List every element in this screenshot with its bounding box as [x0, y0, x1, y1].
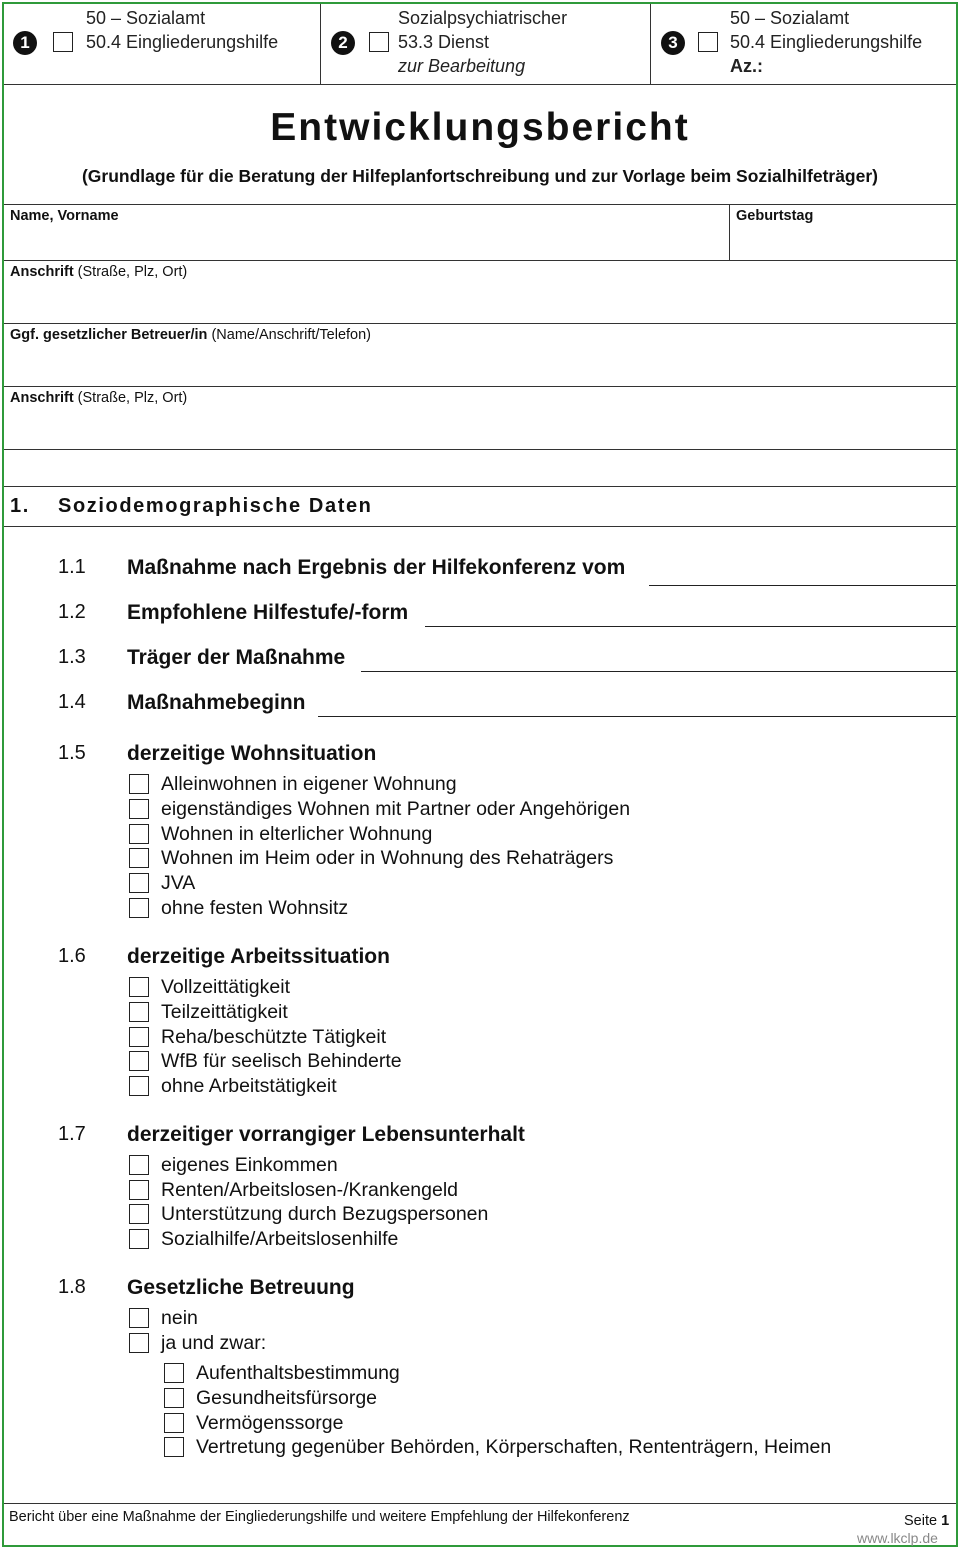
- checkbox-sozialamt-1[interactable]: [53, 32, 73, 52]
- item-label-arbeitssituation: derzeitige Arbeitssituation: [127, 945, 390, 968]
- checkbox-lebensunterhalt[interactable]: [129, 1180, 149, 1200]
- header-col2-line2: 53.3 Dienst: [398, 32, 490, 52]
- footer-divider: [4, 1503, 956, 1504]
- option-label: eigenes Einkommen: [161, 1154, 338, 1176]
- header-col3-line1: 50 – Sozialamt: [730, 8, 850, 28]
- item-number: 1.4: [58, 691, 86, 713]
- marker-3-icon: 3: [661, 31, 685, 55]
- checkbox-wohnsituation[interactable]: [129, 824, 149, 844]
- checkbox-wohnsituation[interactable]: [129, 898, 149, 918]
- item-number: 1.5: [58, 742, 86, 764]
- checkbox-sozialpsychiatrischer-dienst[interactable]: [369, 32, 389, 52]
- guardian-label-bold: Ggf. gesetzlicher Betreuer/in: [10, 327, 208, 343]
- checkbox-wohnsituation[interactable]: [129, 774, 149, 794]
- guardian-address-label-hint: (Straße, Plz, Ort): [73, 390, 188, 406]
- guardian-label-hint: (Name/Anschrift/Telefon): [207, 327, 372, 343]
- item-label-traeger: Träger der Maßnahme: [127, 646, 346, 669]
- guardian-address-label-bold: Anschrift: [10, 390, 74, 406]
- address-field-label: [10, 264, 187, 280]
- checkbox-betreuung-nein[interactable]: [129, 1308, 149, 1328]
- option-label: ja und zwar:: [161, 1332, 267, 1354]
- name-field-label: Name, Vorname: [10, 208, 119, 224]
- checkbox-wohnsituation[interactable]: [129, 799, 149, 819]
- section-number: 1.: [10, 495, 30, 517]
- checkbox-arbeitssituation[interactable]: [129, 1051, 149, 1071]
- birthday-field-label: Geburtstag: [736, 208, 814, 224]
- checkbox-betreuung-bereich[interactable]: [164, 1413, 184, 1433]
- address-label-hint: (Straße, Plz, Ort): [73, 264, 188, 280]
- header-az-label: Az.:: [730, 56, 763, 76]
- field-divider-vertical: [729, 204, 730, 260]
- hilfestufe-input[interactable]: [425, 626, 956, 627]
- header-col1-line1: 50 – Sozialamt: [86, 8, 206, 28]
- page-number: 1: [941, 1513, 950, 1529]
- option-label: Teilzeittätigkeit: [161, 1001, 288, 1023]
- marker-2-icon: 2: [331, 31, 355, 55]
- item-number: 1.6: [58, 945, 86, 967]
- page-indicator: [904, 1513, 949, 1529]
- field-divider: [4, 260, 956, 261]
- option-label: eigenständiges Wohnen mit Partner oder Angehörigen: [161, 798, 631, 820]
- footer-text: Bericht über eine Maßnahme der Eingliederungshilfe und weitere Empfehlung der Hilfekonferenz: [9, 1509, 630, 1525]
- checkbox-lebensunterhalt[interactable]: [129, 1155, 149, 1175]
- suboption-label: Vertretung gegenüber Behörden, Körperschaften, Rententrägern, Heimen: [196, 1436, 832, 1458]
- guardian-address-field-label: [10, 390, 187, 406]
- item-number: 1.1: [58, 556, 86, 578]
- page-label: Seite: [904, 1513, 938, 1529]
- watermark: www.lkclp.de: [857, 1530, 938, 1546]
- massnahmebeginn-input[interactable]: [318, 716, 956, 717]
- traeger-input[interactable]: [361, 671, 956, 672]
- checkbox-lebensunterhalt[interactable]: [129, 1229, 149, 1249]
- checkbox-sozialamt-3[interactable]: [698, 32, 718, 52]
- option-label: WfB für seelisch Behinderte: [161, 1050, 402, 1072]
- page-title: Entwicklungsbericht: [270, 106, 690, 149]
- option-label: Wohnen in elterlicher Wohnung: [161, 823, 433, 845]
- item-number: 1.8: [58, 1276, 86, 1298]
- section-divider: [4, 526, 956, 527]
- option-label: ohne Arbeitstätigkeit: [161, 1075, 337, 1097]
- guardian-field[interactable]: [8, 347, 952, 381]
- checkbox-betreuung-bereich[interactable]: [164, 1437, 184, 1457]
- guardian-address-field[interactable]: [8, 410, 952, 444]
- suboption-label: Vermögenssorge: [196, 1412, 344, 1434]
- option-label: Alleinwohnen in eigener Wohnung: [161, 773, 457, 795]
- checkbox-arbeitssituation[interactable]: [129, 1027, 149, 1047]
- item-label-massnahmebeginn: Maßnahmebeginn: [127, 691, 306, 714]
- header-divider-2: [650, 4, 651, 84]
- name-field[interactable]: [8, 228, 724, 256]
- item-number: 1.3: [58, 646, 86, 668]
- header-col3-line2: 50.4 Eingliederungshilfe: [730, 32, 923, 52]
- header-divider-1: [320, 4, 321, 84]
- option-label: Reha/beschützte Tätigkeit: [161, 1026, 387, 1048]
- checkbox-wohnsituation[interactable]: [129, 848, 149, 868]
- birthday-field[interactable]: [734, 228, 950, 256]
- item-number: 1.2: [58, 601, 86, 623]
- checkbox-wohnsituation[interactable]: [129, 873, 149, 893]
- checkbox-arbeitssituation[interactable]: [129, 977, 149, 997]
- field-divider: [4, 486, 956, 487]
- item-label-gesetzliche-betreuung: Gesetzliche Betreuung: [127, 1276, 355, 1299]
- checkbox-betreuung-bereich[interactable]: [164, 1363, 184, 1383]
- header-col1-line2: 50.4 Eingliederungshilfe: [86, 32, 279, 52]
- suboption-label: Aufenthaltsbestimmung: [196, 1362, 400, 1384]
- option-label: JVA: [161, 872, 196, 894]
- checkbox-betreuung-ja[interactable]: [129, 1333, 149, 1353]
- item-label-massnahme-hilfekonferenz: Maßnahme nach Ergebnis der Hilfekonferenz vom: [127, 556, 626, 579]
- checkbox-betreuung-bereich[interactable]: [164, 1388, 184, 1408]
- checkbox-arbeitssituation[interactable]: [129, 1002, 149, 1022]
- checkbox-lebensunterhalt[interactable]: [129, 1204, 149, 1224]
- item-label-lebensunterhalt: derzeitiger vorrangiger Lebensunterhalt: [127, 1123, 525, 1146]
- option-label: Vollzeittätigkeit: [161, 976, 290, 998]
- header-col2-line1: Sozialpsychiatrischer: [398, 8, 568, 28]
- option-label: Sozialhilfe/Arbeitslosenhilfe: [161, 1228, 399, 1250]
- suboption-label: Gesundheitsfürsorge: [196, 1387, 378, 1409]
- option-label: nein: [161, 1307, 198, 1329]
- item-number: 1.7: [58, 1123, 86, 1145]
- option-label: Renten/Arbeitslosen-/Krankengeld: [161, 1179, 459, 1201]
- field-divider: [4, 449, 956, 450]
- page-subtitle: (Grundlage für die Beratung der Hilfeplanfortschreibung und zur Vorlage beim Sozialhilfeträger): [81, 166, 878, 186]
- item-label-hilfestufe: Empfohlene Hilfestufe/-form: [127, 601, 409, 624]
- address-field[interactable]: [8, 284, 952, 318]
- section-title: Soziodemographische Daten: [58, 495, 373, 517]
- address-label-bold: Anschrift: [10, 264, 74, 280]
- field-divider: [4, 323, 956, 324]
- option-label: Wohnen im Heim oder in Wohnung des Rehaträgers: [161, 847, 614, 869]
- header-bottom-line: [4, 84, 956, 85]
- option-label: ohne festen Wohnsitz: [161, 897, 349, 919]
- marker-1-icon: 1: [13, 31, 37, 55]
- item-label-wohnsituation: derzeitige Wohnsituation: [127, 742, 377, 765]
- guardian-field-label: [10, 327, 371, 343]
- checkbox-arbeitssituation[interactable]: [129, 1076, 149, 1096]
- header-col2-line3: zur Bearbeitung: [398, 56, 526, 76]
- field-divider: [4, 204, 956, 205]
- option-label: Unterstützung durch Bezugspersonen: [161, 1203, 489, 1225]
- field-divider: [4, 386, 956, 387]
- massnahme-date-input[interactable]: [649, 585, 956, 586]
